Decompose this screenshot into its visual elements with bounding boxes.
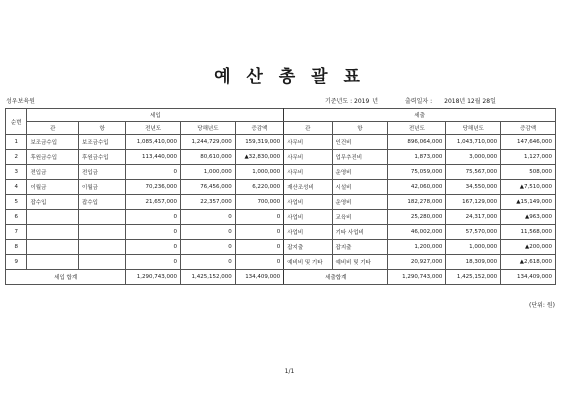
expense-diff: ▲7,510,000 [501,180,556,195]
header-no: 순번 [6,109,27,135]
income-diff: 0 [235,225,283,240]
expense-diff: ▲963,000 [501,210,556,225]
expense-diff: ▲15,149,000 [501,195,556,210]
expense-diff: 11,568,000 [501,225,556,240]
expense-hang: 기타 사업비 [332,225,388,240]
expense-gwan: 잡지출 [284,240,332,255]
table-row [6,225,556,240]
expense-total-curr: 1,425,152,000 [446,270,501,285]
income-prev: 70,236,000 [126,180,181,195]
expense-diff: ▲2,618,000 [501,255,556,270]
income-gwan [27,240,79,255]
income-diff: ▲32,830,000 [235,150,283,165]
row-no: 4 [6,180,27,195]
income-diff: 0 [235,240,283,255]
expense-curr: 75,567,000 [446,165,501,180]
page-number: 1/1 [284,368,295,375]
table-row [6,255,556,270]
expense-hang: 운영비 [332,195,388,210]
row-no: 5 [6,195,27,210]
budget-summary-table [5,108,556,285]
row-no: 8 [6,240,27,255]
income-hang: 전입금 [79,165,126,180]
income-hang [79,240,126,255]
header-expense-curr: 당해년도 [446,122,501,135]
base-year-label: 기준년도 : 2019 [325,98,370,105]
row-no: 1 [6,135,27,150]
income-hang [79,225,126,240]
row-no: 3 [6,165,27,180]
expense-prev: 1,200,000 [388,240,446,255]
header-expense-prev: 전년도 [388,122,446,135]
expense-curr: 1,043,710,000 [446,135,501,150]
row-no: 9 [6,255,27,270]
table-row [6,210,556,225]
table-row [6,195,556,210]
income-prev: 0 [126,240,181,255]
expense-gwan: 사무비 [284,135,332,150]
table-row [6,240,556,255]
expense-prev: 896,064,000 [388,135,446,150]
base-year-unit: 년 [372,98,379,105]
income-total-diff: 134,409,000 [235,270,283,285]
income-curr: 76,456,000 [181,180,236,195]
expense-prev: 46,002,000 [388,225,446,240]
header-income-prev: 전년도 [126,122,181,135]
expense-hang: 시설비 [332,180,388,195]
expense-diff: 1,127,000 [501,150,556,165]
expense-gwan: 예비비 및 기타 [284,255,332,270]
income-prev: 113,440,000 [126,150,181,165]
income-hang: 이월금 [79,180,126,195]
expense-curr: 3,000,000 [446,150,501,165]
expense-prev: 42,060,000 [388,180,446,195]
expense-gwan: 사업비 [284,225,332,240]
income-hang [79,255,126,270]
income-diff: 0 [235,255,283,270]
print-date-value: 2018년 12월 28일 [444,98,496,105]
expense-total-diff: 134,409,000 [501,270,556,285]
expense-gwan: 사업비 [284,210,332,225]
income-curr: 80,610,000 [181,150,236,165]
income-prev: 0 [126,165,181,180]
income-curr: 0 [181,210,236,225]
print-date-label: 출력일자 : [405,98,433,105]
income-curr: 0 [181,240,236,255]
income-gwan: 전입금 [27,165,79,180]
income-prev: 1,085,410,000 [126,135,181,150]
base-year [325,96,378,105]
expense-gwan: 사무비 [284,165,332,180]
income-diff: 1,000,000 [235,165,283,180]
expense-curr: 18,309,000 [446,255,501,270]
header-expense-diff: 증감액 [501,122,556,135]
expense-hang: 인건비 [332,135,388,150]
expense-curr: 167,129,000 [446,195,501,210]
table-row [6,180,556,195]
expense-diff: 508,000 [501,165,556,180]
header-income-diff: 증감액 [235,122,283,135]
expense-curr: 24,317,000 [446,210,501,225]
expense-hang: 잡지출 [332,240,388,255]
header-expense: 세출 [284,109,556,122]
table-row [6,165,556,180]
expense-hang: 업무추진비 [332,150,388,165]
income-curr: 0 [181,255,236,270]
header-income-curr: 당해년도 [181,122,236,135]
income-gwan [27,210,79,225]
income-gwan: 잡수입 [27,195,79,210]
row-no: 7 [6,225,27,240]
income-gwan: 보조금수입 [27,135,79,150]
row-no: 2 [6,150,27,165]
header-expense-hang: 항 [332,122,388,135]
expense-diff: ▲200,000 [501,240,556,255]
income-total-label: 세입 합계 [6,270,126,285]
income-prev: 0 [126,225,181,240]
income-hang: 보조금수입 [79,135,126,150]
expense-total-prev: 1,290,743,000 [388,270,446,285]
expense-curr: 34,550,000 [446,180,501,195]
totals-row [6,270,556,285]
unit-note: (단위: 원) [529,302,555,309]
income-diff: 0 [235,210,283,225]
expense-gwan: 재산조성비 [284,180,332,195]
document-title: 예 산 총 괄 표 [214,67,365,87]
income-gwan [27,255,79,270]
income-curr: 22,357,000 [181,195,236,210]
expense-prev: 20,927,000 [388,255,446,270]
expense-curr: 1,000,000 [446,240,501,255]
income-hang: 잡수입 [79,195,126,210]
expense-gwan: 사업비 [284,195,332,210]
income-gwan: 이월금 [27,180,79,195]
income-hang [79,210,126,225]
header-row-sub [6,122,556,135]
expense-total-label: 세출합계 [284,270,388,285]
header-income-gwan: 관 [27,122,79,135]
income-prev: 0 [126,210,181,225]
income-prev: 0 [126,255,181,270]
header-expense-gwan: 관 [284,122,332,135]
income-gwan [27,225,79,240]
income-total-curr: 1,425,152,000 [181,270,236,285]
income-curr: 0 [181,225,236,240]
expense-curr: 57,570,000 [446,225,501,240]
income-hang: 후원금수입 [79,150,126,165]
header-row-top [6,109,556,122]
organization-name: 성우보육원 [6,98,35,105]
header-income: 세입 [27,109,284,122]
row-no: 6 [6,210,27,225]
table-row [6,150,556,165]
table-row [6,135,556,150]
expense-hang: 운영비 [332,165,388,180]
income-total-prev: 1,290,743,000 [126,270,181,285]
income-gwan: 후원금수입 [27,150,79,165]
expense-prev: 1,873,000 [388,150,446,165]
table-body [6,135,556,285]
expense-diff: 147,646,000 [501,135,556,150]
expense-prev: 182,278,000 [388,195,446,210]
income-diff: 159,319,000 [235,135,283,150]
expense-prev: 25,280,000 [388,210,446,225]
expense-gwan: 사무비 [284,150,332,165]
income-diff: 700,000 [235,195,283,210]
expense-hang: 교육비 [332,210,388,225]
print-date [405,96,496,105]
expense-prev: 75,059,000 [388,165,446,180]
income-curr: 1,000,000 [181,165,236,180]
income-diff: 6,220,000 [235,180,283,195]
income-curr: 1,244,729,000 [181,135,236,150]
header-income-hang: 항 [79,122,126,135]
income-prev: 21,657,000 [126,195,181,210]
expense-hang: 예비비 및 기타 [332,255,388,270]
